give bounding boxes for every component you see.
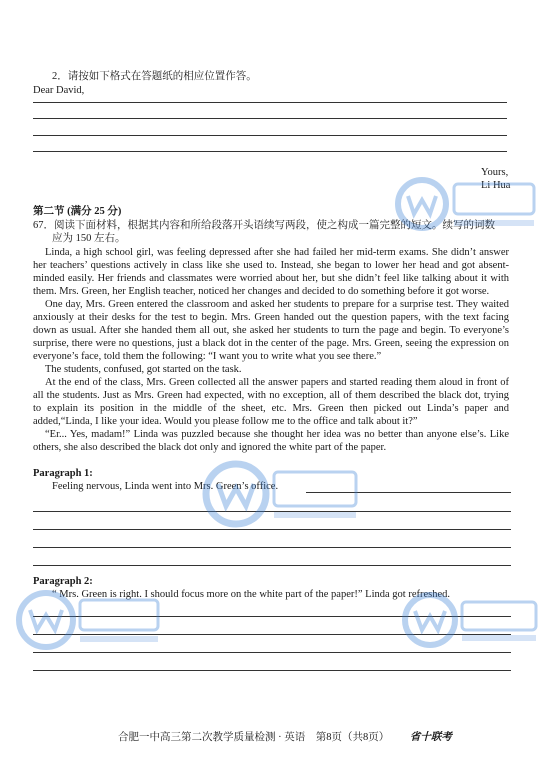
- footer-stamp: 省十联考: [409, 732, 452, 743]
- question-67-line1: 67．阅读下面材料，根据其内容和所给段落开头语续写两段，使之构成一篇完整的短文。续写的词数: [33, 220, 495, 231]
- story-paragraph: The students, confused, got started on the task.: [45, 364, 242, 375]
- question-67-line2: 应为 150 左右。: [52, 233, 126, 244]
- watermark-logo-icon: [392, 170, 542, 240]
- letter-closing: Yours,: [481, 167, 509, 178]
- story-paragraph: At the end of the class, Mrs. Green collected all the answer papers and started reading them aloud in front of all the students. Just as Mrs. Green had expected, with no exception, all of them described the black dot, trying to explain its position in the middle of the sheet, etc. Mrs. Green then picked out Linda’s paper and added,“Linda, I like your idea. Would you please follow me to the office and talk about it?”: [33, 377, 509, 427]
- watermark-logo-icon: [14, 580, 164, 660]
- paragraph-1-opening: Feeling nervous, Linda went into Mrs. Green’s office.: [52, 481, 279, 492]
- section-heading: 第二节 (满分 25 分): [33, 206, 122, 217]
- page-footer: [118, 729, 452, 744]
- paragraph-1-label: Paragraph 1:: [33, 468, 93, 479]
- writing-line: [33, 151, 507, 152]
- instruction-2: 2．请按如下格式在答题纸的相应位置作答。: [52, 71, 257, 82]
- story-paragraph: Linda, a high school girl, was feeling depressed after she had failed her mid-term exams. She didn’t answer her teachers’ questions actively in class like she used to. Instead, she began to lower her head and got absent-minded easily. Her friends and classmates were worried about her, but she didn’t feel like talking about it with them. Mrs. Green, her English teacher, noticed her changes and decided to do something before it got worse.: [33, 247, 509, 297]
- paragraph-2-label: Paragraph 2:: [33, 576, 93, 587]
- story-paragraph: One day, Mrs. Green entered the classroom and asked her students to prepare for a surprise test. They waited anxiously at their desks for the test to begin. Mrs. Green handed out the question papers, with the text facing down as usual. After she handed them all out, she asked her students to turn the page and begin. To everyone’s surprise, there were no questions, just a black dot in the center of the page. Mrs. Green, seeing the expression on everyone’s face, told them the following: “I want you to write what you see there.”: [33, 299, 509, 362]
- writing-line: [33, 118, 507, 119]
- story-text: [33, 246, 509, 454]
- watermark-logo-icon: [400, 580, 540, 660]
- footer-text: 合肥一中高三第二次教学质量检测 · 英语 第8页（共8页）: [118, 732, 390, 743]
- writing-line: [33, 135, 507, 136]
- story-paragraph: “Er... Yes, madam!” Linda was puzzled because she thought her idea was no better than anyone else’s. Like others, she also described the black dot only and ignored the white part of the paper.: [33, 429, 509, 453]
- writing-line: [33, 547, 511, 548]
- paragraph-2-opening: “ Mrs. Green is right. I should focus more on the white part of the paper!” Linda got refreshed.: [52, 589, 451, 600]
- writing-line: [33, 102, 507, 103]
- letter-signature: Li Hua: [481, 180, 511, 191]
- letter-salutation: Dear David,: [33, 85, 85, 96]
- watermark-logo-icon: [200, 450, 360, 540]
- writing-line: [33, 565, 511, 566]
- writing-line: [33, 670, 511, 671]
